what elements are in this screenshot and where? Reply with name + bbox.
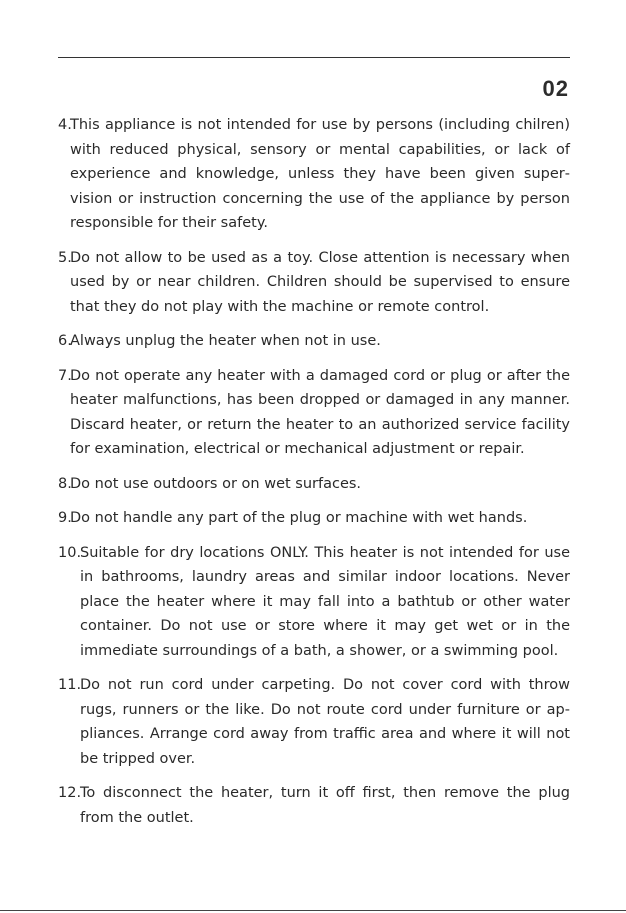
list-item bbox=[58, 113, 570, 236]
page-number: 02 bbox=[542, 76, 569, 101]
item-number: 4. bbox=[58, 117, 72, 133]
page-bottom-rule bbox=[0, 910, 626, 911]
item-text: Do not run cord under carpeting. Do not cover cord with throw rugs, runners or the like. Do not route cord under furniture or appliances. Arrange cord away from traffic area and where it will not be tripped over. bbox=[80, 677, 570, 767]
item-text: Do not use outdoors or on wet surfaces. bbox=[70, 475, 362, 492]
list-item bbox=[58, 364, 570, 462]
list-item bbox=[58, 673, 570, 771]
header-rule bbox=[58, 57, 570, 58]
item-number: 7. bbox=[58, 367, 72, 384]
item-text: Always unplug the heater when not in use. bbox=[70, 333, 381, 349]
list-item bbox=[58, 781, 570, 830]
item-text: Do not allow to be used as a toy. Close attention is necessary when used by or near children. Children should be supervised to ensure that they do not play with the machine or remote control. bbox=[70, 249, 570, 315]
item-number: 6. bbox=[58, 333, 72, 349]
list-item bbox=[58, 541, 570, 664]
item-number: 10. bbox=[58, 544, 82, 561]
item-text: Suitable for dry locations ONLY. This heater is not intended for use in bathrooms, laundry areas and similar indoor locations. Never place the heater where it may fall into a bathtub or other water container. Do not use or store where it may get wet or in the immediate surroundings of a bath, a shower, or a swimming pool. bbox=[80, 544, 570, 659]
item-number: 8. bbox=[58, 475, 72, 492]
item-text: To disconnect the heater, turn it off first, then remove the plug from the outlet. bbox=[80, 785, 570, 826]
list-item bbox=[58, 506, 570, 531]
safety-instructions-list bbox=[58, 113, 570, 840]
item-number: 12. bbox=[58, 785, 82, 801]
item-number: 11. bbox=[58, 677, 82, 693]
item-number: 5. bbox=[58, 249, 72, 266]
item-text: Do not operate any heater with a damaged cord or plug or after the heater malfunctions, has been dropped or damaged in any manner. Discard heater, or return the heater to an authorized service facility for examination, electrical or mechanical adjustment or repair. bbox=[70, 367, 570, 457]
list-item bbox=[58, 472, 570, 497]
list-item bbox=[58, 329, 570, 354]
item-number: 9. bbox=[58, 510, 72, 526]
item-text: This appliance is not intended for use by persons (including chilren) with reduced physical, sensory or mental capabilities, or lack of experience and knowledge, unless they have been given supervision or instruction concerning the use of the appliance by person responsible for their safety. bbox=[70, 117, 570, 231]
list-item bbox=[58, 246, 570, 320]
item-text: Do not handle any part of the plug or machine with wet hands. bbox=[70, 510, 528, 526]
